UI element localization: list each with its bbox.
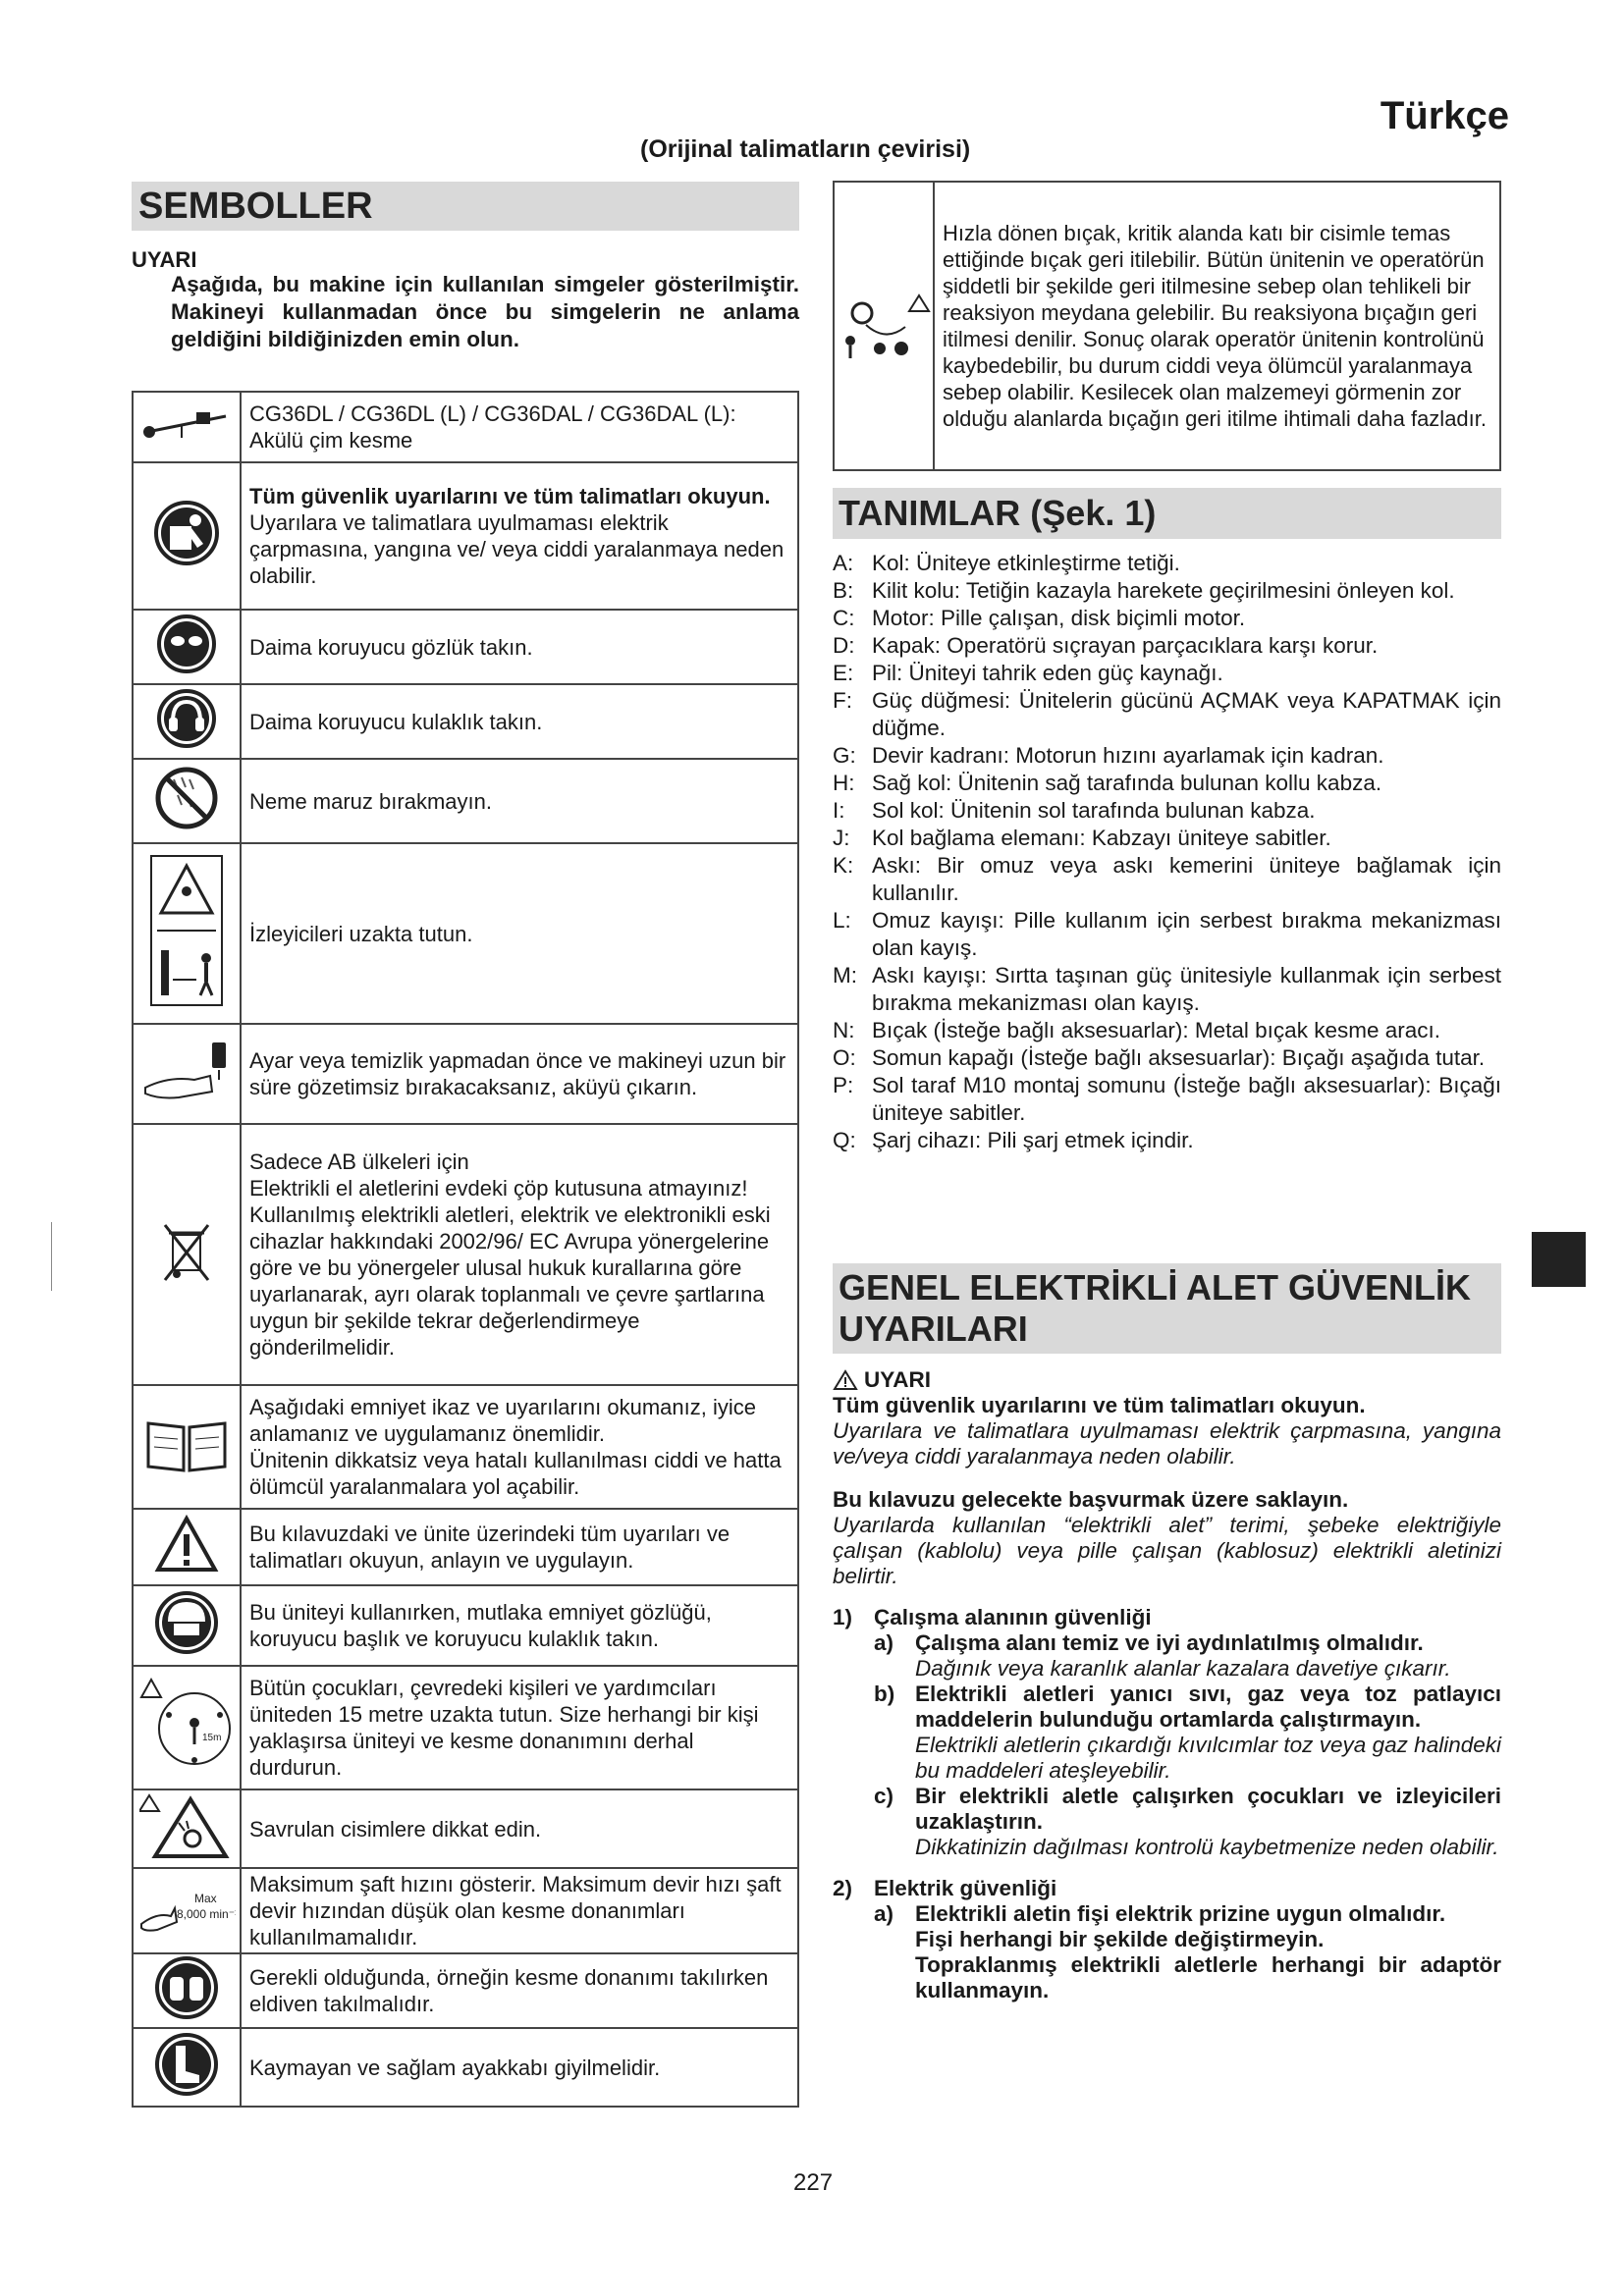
kickback-table [833,181,1501,471]
definition-item [833,907,1501,962]
definition-key: Q: [833,1128,856,1152]
definition-text: Sol kol: Ünitenin sol tarafında bulunan kabza. [872,798,1316,823]
symbol-text: Uyarılara ve talimatlara uyulmaması elektrik çarpmasına, yangına ve/ veya ciddi yaralanmaya neden olabilir. [249,510,785,588]
rule-key: c) [874,1784,894,1808]
definition-key: O: [833,1045,856,1070]
definition-item [833,1072,1501,1127]
definition-key: G: [833,743,856,768]
symbols-table [132,391,799,2108]
definition-item [833,742,1501,770]
open-book-icon [133,1385,241,1509]
max-speed-label: Max [194,1891,217,1905]
definition-text: Kol: Üniteye etkinleştirme tetiği. [872,551,1180,575]
rule-bold: Bir elektrikli aletle çalışırken çocukları ve izleyicileri uzaklaştırın. [915,1784,1501,1834]
symbols-heading: SEMBOLLER [132,182,799,231]
rule-item [874,1901,1501,2003]
definition-key: D: [833,633,855,658]
definition-item [833,1044,1501,1072]
section-electrical [833,1876,1501,1901]
translation-subtitle: (Orijinal talimatların çevirisi) [640,135,971,163]
gloves-icon [133,1953,241,2028]
max-speed-value: 8,000 min⁻¹ [177,1906,236,1921]
definition-text: Devir kadranı: Motorun hızını ayarlamak için kadran. [872,743,1384,768]
rule-item [874,1630,1501,1682]
section-tab-marker [1532,1232,1586,1287]
definition-item [833,852,1501,907]
definition-text: Sağ kol: Ünitenin sağ tarafında bulunan kollu kabza. [872,771,1382,795]
general-read-bold: Tüm güvenlik uyarılarını ve tüm talimatları okuyun. [833,1393,1366,1417]
symbol-text: Aşağıdaki emniyet ikaz ve uyarılarını okumanız, iyice anlamanız ve uygulamanız önemlidir. Ünitenin dikkatsiz veya hatalı kullanılması ciddi ve hatta ölümcül yaralanmalara yol açabilir. [249,1395,782,1499]
definition-key: P: [833,1073,854,1097]
rule-key: b) [874,1682,895,1706]
definition-item [833,1017,1501,1044]
weee-bin-icon [133,1124,241,1385]
definitions-heading: TANIMLAR (Şek. 1) [833,488,1501,539]
trimmer-icon [133,392,241,462]
definition-key: F: [833,688,852,713]
rule-bold: Çalışma alanı temiz ve iyi aydınlatılmış olmalıdır. [915,1630,1424,1655]
definition-item [833,550,1501,577]
definition-text: Kol bağlama elemanı: Kabzayı üniteye sabitler. [872,826,1331,850]
rule-bold: Elektrikli aletin fişi elektrik prizine uygun olmalıdır. [915,1901,1446,1926]
definition-key: N: [833,1018,855,1042]
definition-text: Kapak: Operatörü sıçrayan parçacıklara karşı korur. [872,633,1379,658]
definition-item [833,660,1501,687]
symbol-text: Savrulan cisimlere dikkat edin. [249,1816,542,1842]
definition-item [833,687,1501,742]
definition-text: Somun kapağı (İsteğe bağlı aksesuarlar): Bıçağı aşağıda tutar. [872,1045,1486,1070]
definition-item [833,770,1501,797]
keep-bystanders-icon [133,843,241,1024]
section-title: Elektrik güvenliği [874,1876,1057,1900]
definition-text: Askı kayışı: Sırtta taşınan güç ünitesiyle kullanmak için serbest bırakma mekanizması olan kayış. [872,963,1501,1015]
definition-key: H: [833,771,855,795]
ear-protection-icon [133,684,241,759]
general-safety-body [833,1367,1501,2003]
general-save-italic: Uyarılarda kullanılan “elektrikli alet” terimi, şebeke elektriğiyle çalışan (kablolu) veya pille çalışan (kablosuz) elektrikli aletinizi belirtir. [833,1513,1501,1588]
definition-item [833,825,1501,852]
rule-italic: Dikkatinizin dağılması kontrolü kaybetmenize neden olabilir. [915,1835,1499,1859]
symbol-text: Bu kılavuzdaki ve ünite üzerindeki tüm uyarıları ve talimatları okuyun, anlayın ve uygulayın. [249,1522,731,1573]
rule-item [874,1682,1501,1784]
symbols-warning-label: UYARI [132,247,197,272]
kickback-icon [834,182,934,470]
symbol-text: CG36DL / CG36DL (L) / CG36DAL / CG36DAL (L): Akülü çim kesme [249,401,736,453]
helmet-icon [133,1585,241,1666]
definition-text: Pil: Üniteyi tahrik eden güç kaynağı. [872,661,1223,685]
remove-battery-icon [133,1024,241,1124]
symbol-text: Sadece AB ülkeleri için Elektrikli el aletlerini evdeki çöp kutusuna atmayınız! Kullanılmış elektrikli aletleri, elektrik ve elektronikli eski cihazlar hakkındaki 2002/96/ EC Avrupa yönergelerine göre ve bu yönergeler ulusal hukuk kurallarına göre uyarlanarak, ayrı olarak toplanmalı ve çevre şartlarına uygun bir şekilde tekrar değerlendirmeye gönderilmelidir. [249,1149,771,1360]
language-label: Türkçe [1380,94,1509,137]
definition-key: M: [833,963,857,988]
definition-text: Bıçak (İsteğe bağlı aksesuarlar): Metal bıçak kesme aracı. [872,1018,1440,1042]
no-rain-icon [133,759,241,843]
definition-key: E: [833,661,854,685]
rule-key: a) [874,1901,894,1926]
definition-key: A: [833,551,854,575]
definition-text: Sol taraf M10 montaj somunu (İsteğe bağlı aksesuarlar): Bıçağı üniteye sabitler. [872,1073,1501,1125]
distance-label: 15m [202,1733,222,1743]
definition-item [833,962,1501,1017]
definition-text: Motor: Pille çalışan, disk biçimli motor. [872,606,1246,630]
rule-italic: Elektrikli aletlerin çıkardığı kıvılcımlar toz veya gaz halindeki bu maddeleri ateşleyebilir. [915,1733,1501,1783]
symbol-text: Daima koruyucu kulaklık takın. [249,709,543,734]
max-speed-icon [133,1868,241,1953]
symbol-text: Bütün çocukları, çevredeki kişileri ve yardımcıları üniteden 15 metre uzakta tutun. Size herhangi bir kişi yaklaşırsa üniteyi ve kesme donanımını derhal durdurun. [249,1676,759,1780]
symbol-text: Neme maruz bırakmayın. [249,788,492,814]
rule-bold: Fişi herhangi bir şekilde değiştirmeyin. [915,1927,1325,1951]
definition-item [833,577,1501,605]
section-title: Çalışma alanının güvenliği [874,1605,1152,1629]
general-warning-label: UYARI [864,1367,931,1392]
symbol-text: Gerekli olduğunda, örneğin kesme donanımı takılırken eldiven takılmalıdır. [249,1965,769,2016]
symbols-intro: Aşağıda, bu makine için kullanılan simgeler gösterilmiştir. Makineyi kullanmadan önce bu simgelerin ne anlama geldiğini bildiğinizden emin olun. [171,272,799,351]
definition-text: Güç düğmesi: Ünitelerin gücünü AÇMAK veya KAPATMAK için düğme. [872,688,1501,740]
definition-item [833,1127,1501,1154]
section-number: 2) [833,1876,853,1900]
general-read-italic: Uyarılara ve talimatlara uyulmaması elektrik çarpmasına, yangına ve/veya ciddi yaralanmaya neden olabilir. [833,1418,1501,1468]
goggles-icon [133,610,241,684]
rule-key: a) [874,1630,894,1655]
rule-bold: Topraklanmış elektrikli aletlerle herhangi bir adaptör kullanmayın. [915,1952,1501,2002]
definition-text: Askı: Bir omuz veya askı kemerini üniteye bağlamak için kullanılır. [872,853,1501,905]
symbol-text: İzleyicileri uzakta tutun. [249,921,473,946]
read-manual-icon [133,462,241,610]
section-work-area [833,1605,1501,1630]
definition-item [833,797,1501,825]
rule-italic: Dağınık veya karanlık alanlar kazalara davetiye çıkarır. [915,1656,1451,1681]
general-safety-heading: GENEL ELEKTRİKLİ ALET GÜVENLİK UYARILARI [833,1263,1501,1354]
definition-text: Omuz kayışı: Pille kullanım için serbest bırakma mekanizması olan kayış. [872,908,1501,960]
definition-key: C: [833,606,855,630]
definition-key: L: [833,908,851,933]
symbol-text: Daima koruyucu gözlük takın. [249,634,533,660]
symbol-text: Bu üniteyi kullanırken, mutlaka emniyet gözlüğü, koruyucu başlık ve koruyucu kulaklık takın. [249,1600,712,1651]
warning-triangle-icon [133,1509,241,1585]
general-save-bold: Bu kılavuzu gelecekte başvurmak üzere saklayın. [833,1487,1349,1512]
definition-text: Kilit kolu: Tetiğin kazayla harekete geçirilmesini önleyen kol. [872,578,1455,603]
section-number: 1) [833,1605,853,1629]
rule-item [874,1784,1501,1860]
definition-item [833,632,1501,660]
definitions-list [833,550,1501,1154]
definition-key: K: [833,853,854,878]
definition-item [833,605,1501,632]
symbol-text: Kaymayan ve sağlam ayakkabı giyilmelidir. [249,2055,661,2080]
rule-bold: Elektrikli aletleri yanıcı sıvı, gaz veya toz patlayıcı maddelerin bulunduğu ortamlarda çalıştırmayın. [915,1682,1501,1732]
margin-mark [51,1222,52,1291]
symbol-text: Maksimum şaft hızını gösterir. Maksimum devir hızı şaft devir hızından düşük olan kesme donanımları kullanılmamalıdır. [249,1872,782,1949]
definition-key: I: [833,798,845,823]
page-number: 227 [793,2169,834,2196]
distance-15m-icon [133,1666,241,1789]
warning-triangle-icon [833,1369,858,1391]
thrown-objects-icon [133,1789,241,1868]
symbol-bold-text: Tüm güvenlik uyarılarını ve tüm talimatları okuyun. [249,484,771,508]
definition-text: Şarj cihazı: Pili şarj etmek içindir. [872,1128,1194,1152]
definition-key: J: [833,826,850,850]
boots-icon [133,2028,241,2107]
definition-key: B: [833,578,854,603]
symbol-text: Ayar veya temizlik yapmadan önce ve makineyi uzun bir süre gözetimsiz bırakacaksanız, aküyü çıkarın. [249,1048,786,1099]
kickback-text: Hızla dönen bıçak, kritik alanda katı bir cisimle temas ettiğinde bıçak geri itilebilir. Bütün ünitenin ve operatörün şiddetli bir şekilde geri itilmesine sebep olan tehlikeli bir reaksiyon meydana gelebilir. Bu reaksiyona bıçağın geri itilmesi denilir. Sonuç olarak operatör ünitenin kontrolünü kaybedebilir, bu durum ciddi veya ölümcül yaralanmaya sebep olabilir. Kesilecek olan malzemeyi görmenin zor olduğu alanlarda bıçağın geri itilme ihtimali daha fazladır. [943,221,1487,431]
